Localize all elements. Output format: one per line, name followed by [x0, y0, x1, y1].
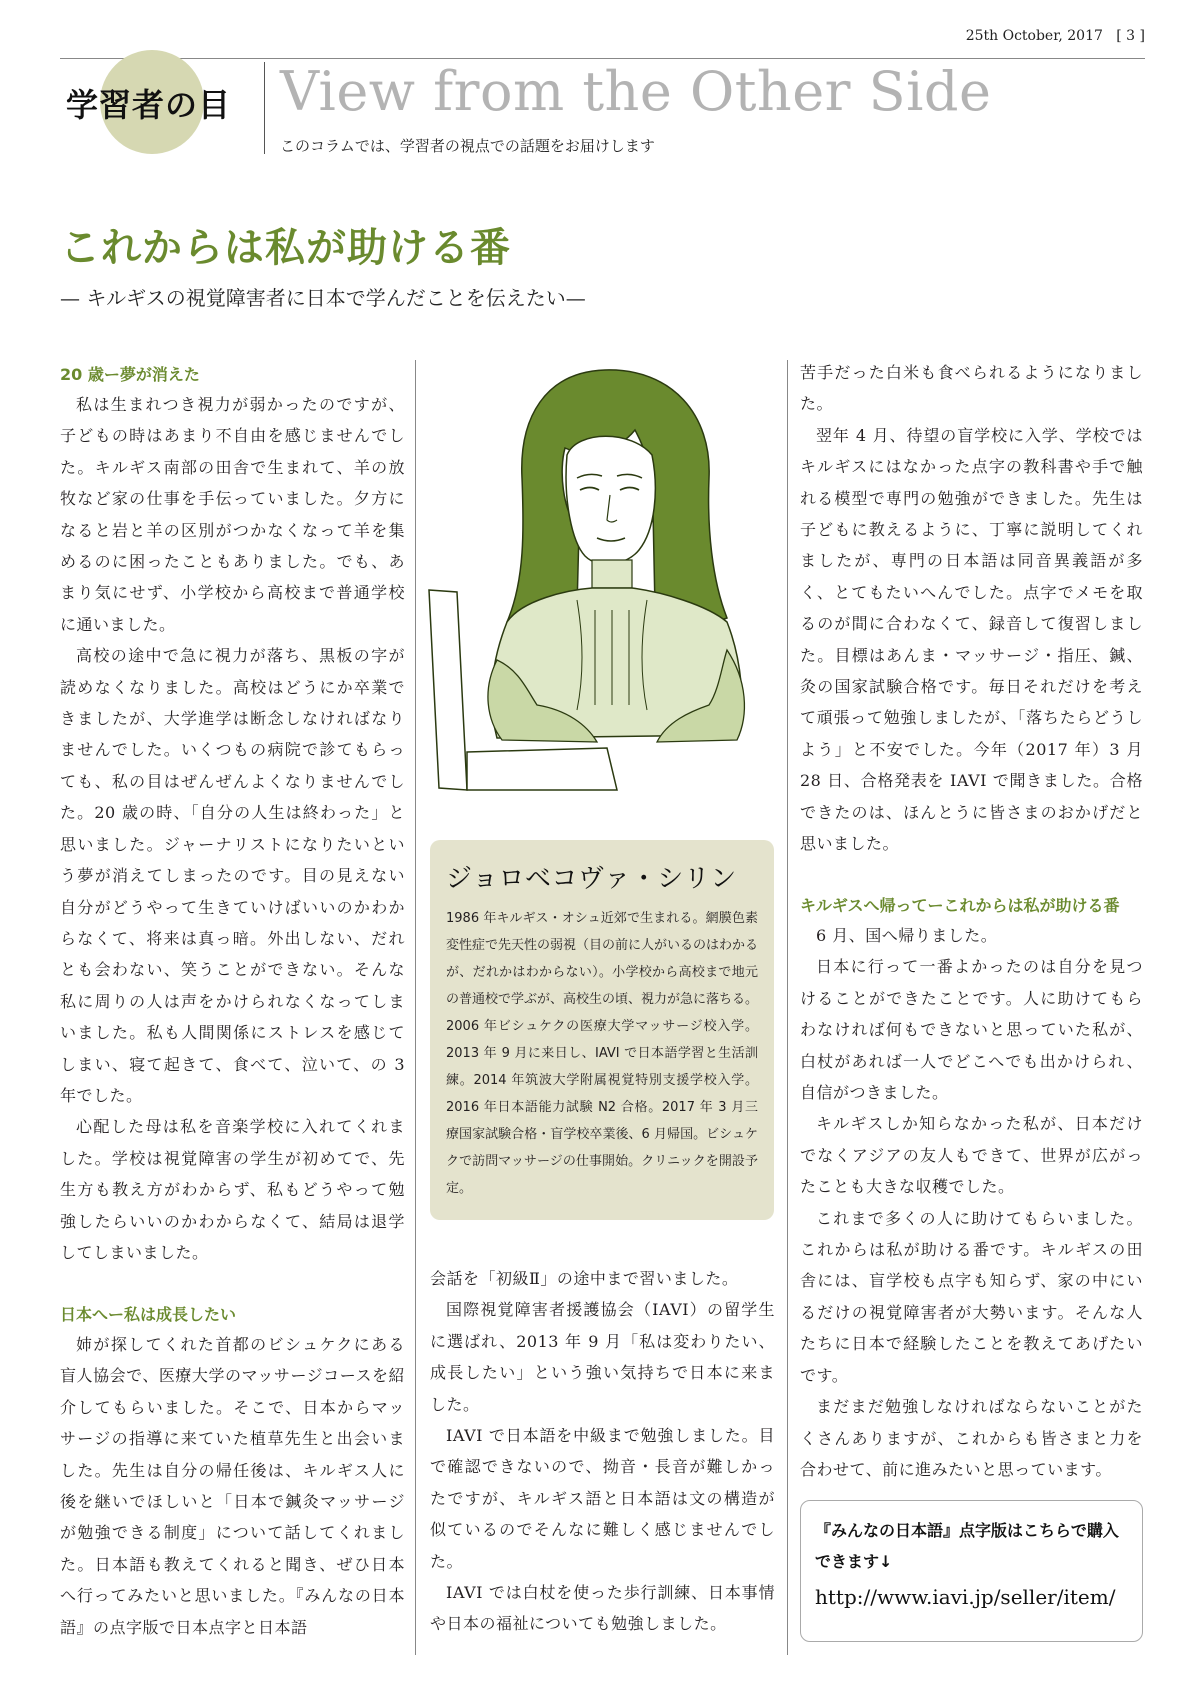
section-heading-2: 日本へー私は成長したい — [60, 1305, 237, 1324]
purchase-link-url[interactable]: http://www.iavi.jp/seller/item/ — [815, 1585, 1116, 1609]
section-3-body — [800, 920, 1143, 1485]
issue-date: 25th October, 2017 — [965, 28, 1103, 44]
article-title: これからは私が助ける番 — [60, 225, 511, 271]
paragraph: 日本に行って一番よかったのは自分を見つけることができたことです。人に助けてもらわなければ何もできないと思っていた私が、白杖があれば一人でどこへでも出かけられ、自信がつきました。 — [800, 957, 1143, 1103]
paragraph: IAVI で日本語を中級まで勉強しました。目で確認できないので、拗音・長音が難しかったですが、キルギス語と日本語は文の構造が似ているのでそんなに難しく感じませんでした。 — [430, 1426, 775, 1571]
paragraph: 高校の途中で急に視力が落ち、黒板の字が読めなくなりました。高校はどうにか卒業できましたが、大学進学は断念しなければなりませんでした。いくつもの病院で診てもらっても、私の目はぜんぜんよくなりませんでした。20 歳の時、「自分の人生は終わった」と思いました。ジャーナリストになりたいという夢が消えてしまったのです。目の見えない自分がどうやって生きていけばいいのかわからなくて、将来は真っ暗。外出しない、だれとも会わない、笑うことができない。そんな私に周りの人は声をかけられなくなってしまいました。私も人間関係にストレスを感じてしまい、寝て起きて、食べて、泣いて、の 3 年でした。 — [60, 646, 405, 1105]
paragraph: 私は生まれつき視力が弱かったのですが、子どもの時はあまり不自由を感じませんでした。キルギス南部の田舎で生まれて、羊の放牧など家の仕事を手伝っていました。夕方になると岩と羊の区別がつかなくなって羊を集めるのに困ったこともありました。でも、あまり気にせず、小学校から高校まで普通学校に通いました。 — [60, 395, 405, 634]
column-rule-left — [415, 360, 416, 1655]
badge-divider — [264, 62, 265, 154]
profile-name: ジョロベコヴァ・シリン — [446, 864, 737, 894]
paragraph: 会話を「初級Ⅱ」の途中まで習いました。 — [430, 1269, 739, 1288]
profile-box — [430, 840, 774, 1220]
column-badge: 学習者の目 — [66, 86, 232, 124]
column-title: View from the Other Side — [280, 60, 992, 123]
page-number: [ 3 ] — [1116, 28, 1145, 44]
laptop-base — [467, 748, 617, 790]
paragraph: 苦手だった白米も食べられるようになりました。 — [800, 363, 1143, 414]
paragraph: これまで多くの人に助けてもらいました。これからは私が助ける番です。キルギスの田舎には、盲学校も点字も知らず、家の中にいるだけの視覚障害者が大勢います。そんな人たちに日本で経験したことを教えてあげたいです。 — [800, 1208, 1143, 1385]
profile-text: 1986 年キルギス・オシュ近郊で生まれる。網膜色素変性症で先天性の弱視（目の前に人がいるのはわかるが、だれかはわからない）。小学校から高校まで地元の普通校で学ぶが、高校生の頃、視力が急に落ちる。2006 年ビシュケクの医療大学マッサージ校入学。2013 年 9 月に来日し、IAVI で日本語学習と生活訓練。2014 年筑波大学附属視覚特別支援学校入学。2016 年日本語能力試験 N2 合格。2017 年 3 月三療国家試験合格・盲学校卒業後、6 月帰国。ビシュケクで訪問マッサージの仕事開始。クリニックを開設予定。 — [446, 911, 759, 1196]
page-header — [966, 28, 1145, 44]
paragraph: キルギスしか知らなかった私が、日本だけでなくアジアの友人もできて、世界が広がったことも大きな収穫でした。 — [800, 1114, 1143, 1197]
paragraph: 国際視覚障害者援護協会（IAVI）の留学生に選ばれ、2013 年 9 月「私は変わりたい、成長したい」という強い気持ちで日本に来ました。 — [430, 1300, 775, 1414]
section-heading-1: 20 歳ー夢が消えた — [60, 365, 200, 384]
laptop-screen — [429, 590, 467, 790]
right-column-top — [800, 357, 1143, 860]
column-rule-right — [787, 360, 788, 1655]
section-heading-3: キルギスへ帰ってーこれからは私が助ける番 — [800, 896, 1120, 915]
top-rule — [60, 58, 1145, 59]
neck-shape — [592, 560, 632, 588]
article-subtitle: — キルギスの視覚障害者に日本で学んだことを伝えたい— — [60, 286, 586, 310]
middle-column-body — [430, 1263, 775, 1640]
paragraph: 心配した母は私を音楽学校に入れてくれました。学校は視覚障害の学生が初めてで、先生方も教え方がわからず、私もどうやって勉強したらいいのかわからなくて、結局は退学してしまいました。 — [60, 1117, 405, 1262]
paragraph: 翌年 4 月、待望の盲学校に入学、学校ではキルギスにはなかった点字の教科書や手で触れる模型で専門の勉強ができました。先生は子どもに教えるように、丁寧に説明してくれましたが、専門の日本語は同音異義語が多く、とてもたいへんでした。点字でメモを取るのが間に合わなくて、録音して復習しました。目標はあんま・マッサージ・指圧、鍼、灸の国家試験合格です。毎日それだけを考えて頑張って勉強しましたが、「落ちたらどうしよう」と不安でした。今年（2017 年）3 月 28 日、合格発表を IAVI で聞きました。合格できたのは、ほんとうに皆さまのおかげだと思いました。 — [800, 425, 1143, 854]
column-subtitle: このコラムでは、学習者の視点での話題をお届けします — [280, 137, 655, 155]
purchase-link-title: 『みんなの日本語』点字版はこちらで購入できます↓ — [815, 1521, 1119, 1571]
paragraph: まだまだ勉強しなければならないことがたくさんありますが、これからも皆さまと力を合わせて、前に進みたいと思っています。 — [800, 1397, 1143, 1479]
paragraph: IAVI では白杖を使った歩行訓練、日本事情や日本の福祉についても勉強しました。 — [430, 1583, 775, 1634]
face-shape — [566, 436, 655, 564]
paragraph: 6 月、国へ帰りました。 — [816, 926, 998, 945]
section-2-body — [60, 1329, 405, 1643]
section-1-body — [60, 389, 405, 1268]
woman-portrait-illustration — [427, 360, 777, 805]
paragraph: 姉が探してくれた首都のビシュケクにある盲人協会で、医療大学のマッサージコースを紹介してもらいました。そこで、日本からマッサージの指導に来ていた植草先生と出会いました。先生は自分の帰任後は、キルギス人に後を継いでほしいと「日本で鍼灸マッサージが勉強できる制度」について話してくれました。日本語も教えてくれると聞き、ぜひ日本へ行ってみたいと思いました。『みんなの日本語』の点字版で日本点字と日本語 — [60, 1335, 405, 1637]
purchase-link-box — [800, 1500, 1143, 1642]
